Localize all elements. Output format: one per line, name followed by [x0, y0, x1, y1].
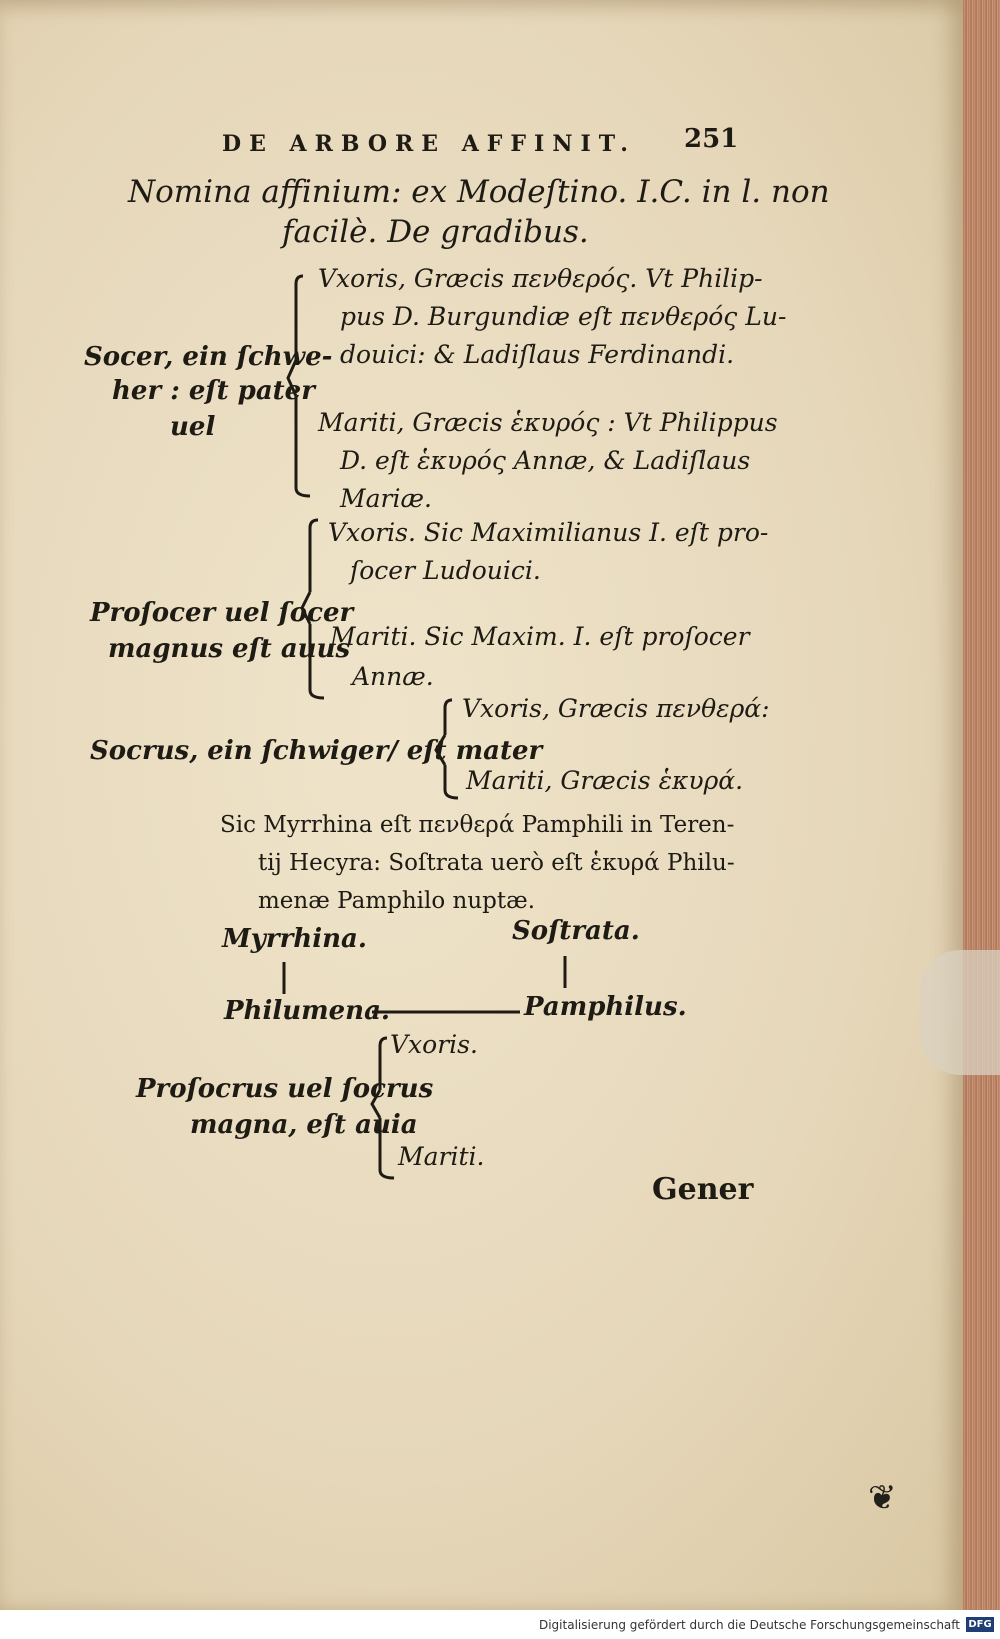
- socrus-label: Socrus, ein ſchwiger/ eſt mater: [90, 736, 543, 766]
- prosocer-mariti-line-2: Annæ.: [352, 662, 434, 691]
- prosocrus-uxoris: Vxoris.: [390, 1030, 478, 1059]
- tree-left-child: Philumena.: [224, 996, 390, 1026]
- socer-mariti-line-1: Mariti, Græcis ἑκυρός : Vt Philippus: [318, 408, 778, 437]
- page-edges: [963, 0, 1000, 1610]
- prosocer-uxoris-line-1: Vxoris. Sic Maximilianus I. eſt pro-: [328, 518, 769, 547]
- tree-right-parent: Soſtrata.: [512, 916, 640, 946]
- leaf-ornament-icon: ❦: [868, 1478, 897, 1518]
- dfg-logo: DFG: [966, 1617, 994, 1632]
- socer-mariti-line-3: Mariæ.: [340, 484, 432, 513]
- socer-uxoris-line-3: douici: & Ladiſlaus Ferdinandi.: [340, 340, 735, 369]
- socer-label-line-3: uel: [170, 412, 216, 442]
- socrus-uxoris: Vxoris, Græcis πενθερά:: [462, 694, 770, 723]
- socer-label-line-2: her : eſt pater: [112, 376, 315, 406]
- title-line-1: Nomina affinium: ex Modeſtino. I.C. in l. non: [128, 174, 830, 210]
- prosocrus-mariti: Mariti.: [398, 1142, 485, 1171]
- catchword: Gener: [652, 1172, 754, 1207]
- page-number: 251: [684, 124, 739, 154]
- digitization-footer: [0, 1610, 1000, 1639]
- tree-right-child: Pamphilus.: [524, 992, 687, 1022]
- paragraph-line-3: menæ Pamphilo nuptæ.: [258, 888, 536, 914]
- socer-lower-bracket: [296, 396, 310, 496]
- prosocrus-label-line-1: Proſocrus uel ſocrus: [136, 1074, 434, 1104]
- prosocer-label-line-1: Proſocer uel ſocer: [90, 598, 354, 628]
- footer-credit: Digitalisierung gefördert durch die Deutsche Forschungsgemeinschaft: [538, 1618, 960, 1632]
- prosocer-mariti-line-1: Mariti. Sic Maxim. I. eſt proſocer: [330, 622, 750, 651]
- prosocrus-label-line-2: magna, eſt auia: [190, 1110, 418, 1140]
- socrus-upper-bracket: [445, 700, 452, 735]
- prosocer-label-line-2: magnus eſt auus: [108, 634, 351, 664]
- socer-label-line-1: Socer, ein ſchwe-: [84, 342, 333, 372]
- socer-uxoris-line-2: pus D. Burgundiæ eſt πενθερός Lu-: [340, 302, 787, 331]
- paragraph-line-1: Sic Myrrhina eſt πενθερά Pamphili in Teren-: [220, 812, 735, 838]
- prosocer-upper-bracket: [310, 520, 318, 592]
- prosocer-uxoris-line-2: ſocer Ludouici.: [350, 556, 541, 585]
- running-head: DE ARBORE AFFINIT.: [222, 131, 636, 157]
- tree-left-parent: Myrrhina.: [222, 924, 367, 954]
- socer-mariti-line-2: D. eſt ἑκυρός Annæ, & Ladiſlaus: [340, 446, 751, 475]
- socrus-mariti: Mariti, Græcis ἑκυρά.: [466, 766, 744, 795]
- socer-uxoris-line-1: Vxoris, Græcis πενθερός. Vt Philip-: [318, 264, 763, 293]
- socrus-lower-bracket: [445, 765, 458, 798]
- paragraph-line-2: tij Hecyra: Soſtrata uerò eſt ἑκυρά Philu-: [258, 850, 735, 876]
- title-line-2: facilè. De gradibus.: [282, 214, 589, 250]
